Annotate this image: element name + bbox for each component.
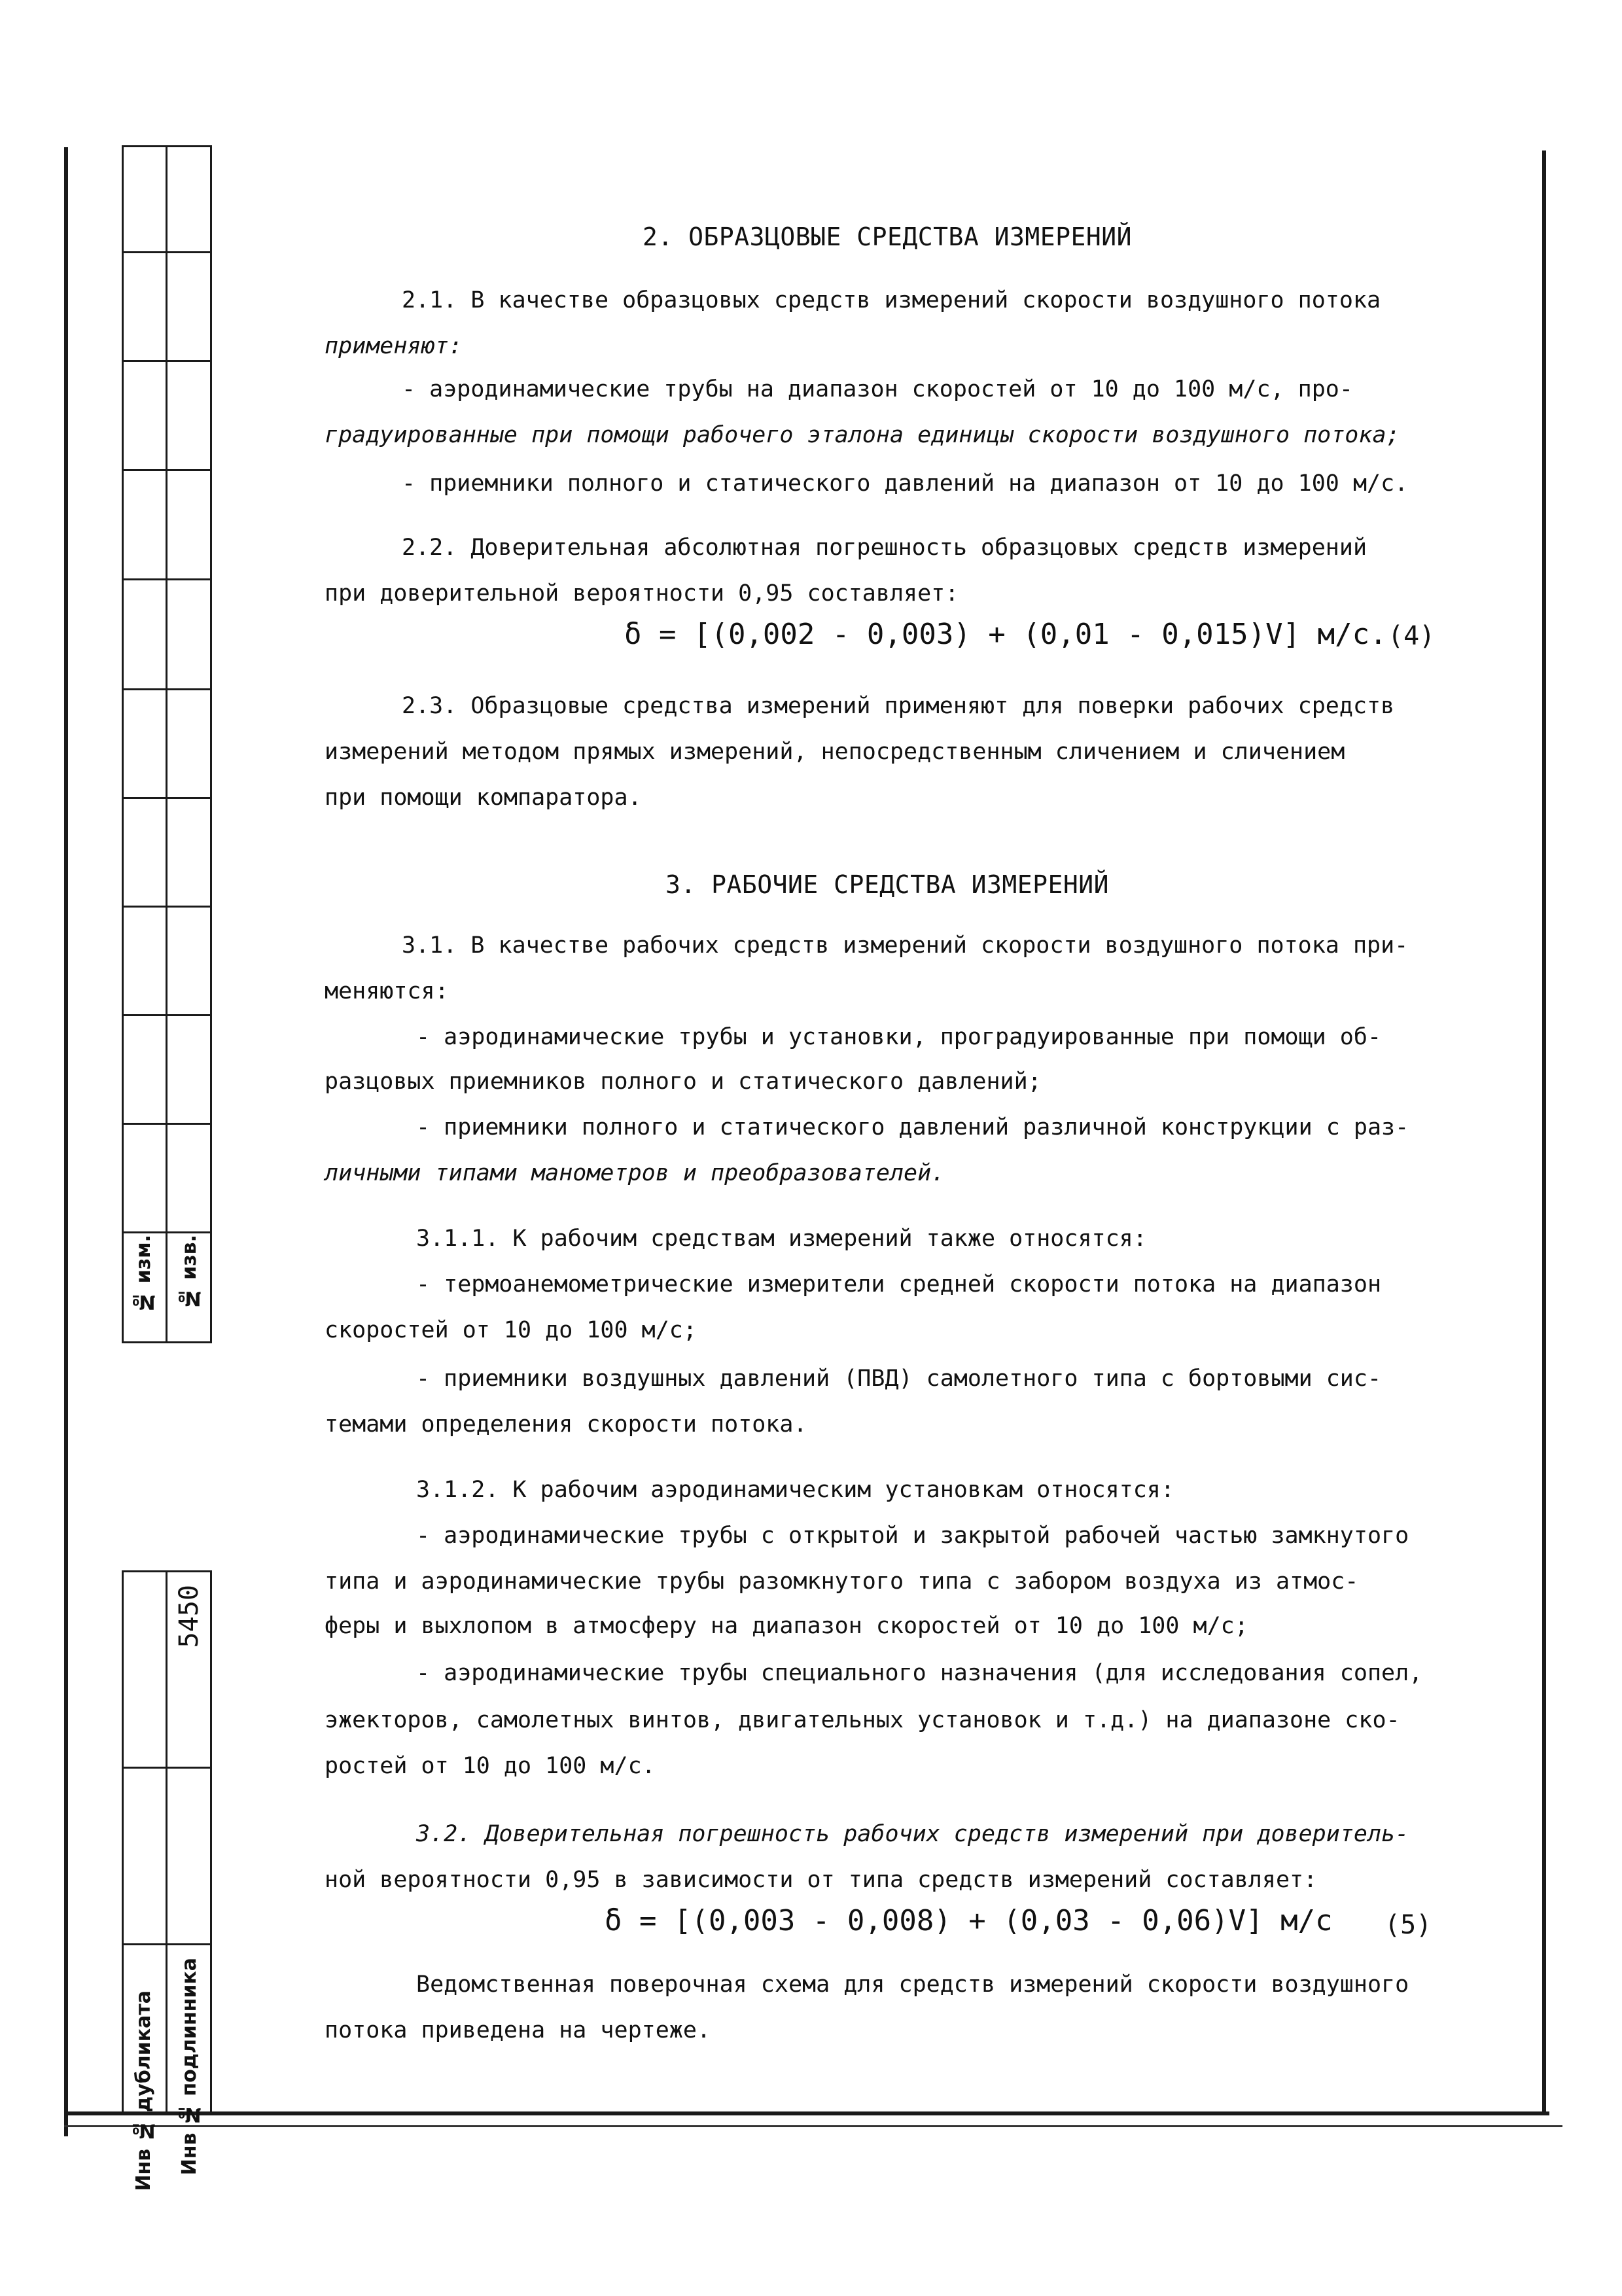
paragraph-3-1-2-line-3: типа и аэродинамические трубы разомкнутого типа с забором воздуха из атмос- [325,1568,1359,1595]
margin-table-border [210,145,212,2115]
margin-table-rule [122,797,212,799]
margin-table-rule [122,360,212,362]
frame-right-border [1542,150,1546,2113]
paragraph-2-3-line-1: 2.3. Образцовые средства измерений применяют для поверки рабочих средств [402,693,1395,719]
paragraph-3-2-line-2: ной вероятности 0,95 в зависимости от типа средств измерений составляет: [325,1867,1318,1893]
paragraph-3-1-1-line-2: - термоанемометрические измерители средней скорости потока на диапазон [416,1271,1382,1298]
paragraph-3-1-line-1: 3.1. В качестве рабочих средств измерений скорости воздушного потока при- [402,932,1409,959]
paragraph-3-1-line-6: личными типами манометров и преобразователей. [325,1160,945,1186]
inv-podlinnika-label: Инв № подлинника [178,1958,201,2176]
formula-5-number: (5) [1384,1910,1432,1940]
paragraph-3-1-2-line-2: - аэродинамические трубы с открытой и закрытой рабочей частью замкнутого [416,1523,1409,1549]
paragraph-3-1-1-line-3: скоростей от 10 до 100 м/с; [325,1317,697,1343]
paragraph-2-1-line-4: градуированные при помощи рабочего эталона единицы скорости воздушного потока; [325,422,1400,448]
margin-table-rule [122,469,212,471]
section-3-heading: 3. РАБОЧИЕ СРЕДСТВА ИЗМЕРЕНИЙ [665,870,1109,899]
paragraph-2-1-line-1: 2.1. В качестве образцовых средств измерений скорости воздушного потока [402,287,1381,313]
paragraph-2-3-line-2: измерений методом прямых измерений, непосредственным сличением и сличением [325,739,1345,765]
margin-table-rule [122,251,212,253]
final-paragraph-line-1: Ведомственная поверочная схема для средств измерений скорости воздушного [416,1971,1409,1998]
paragraph-2-2-line-2: при доверительной вероятности 0,95 составляет: [325,580,959,607]
margin-table-rule [122,906,212,908]
formula-4-number: (4) [1388,621,1436,651]
final-paragraph-line-2: потока приведена на чертеже. [325,2017,711,2043]
paragraph-3-1-2-line-5: - аэродинамические трубы специального назначения (для исследования сопел, [416,1660,1423,1686]
margin-table-rule [122,1943,212,1945]
margin-table-rule [122,1231,212,1233]
paragraph-3-1-1-line-4: - приемники воздушных давлений (ПВД) самолетного типа с бортовыми сис- [416,1366,1382,1392]
inv-dublikata-label: Инв № дубликата [132,1990,155,2191]
section-2-heading: 2. ОБРАЗЦОВЫЕ СРЕДСТВА ИЗМЕРЕНИЙ [642,222,1133,251]
paragraph-3-1-1-line-1: 3.1.1. К рабочим средствам измерений также относятся: [416,1226,1147,1252]
paragraph-3-1-line-4: разцовых приемников полного и статического давлений; [325,1069,1042,1095]
frame-bottom-rule [64,2125,1562,2127]
margin-table-rule [122,1123,212,1125]
margin-table-rule [122,1767,212,1769]
paragraph-2-1-line-5: - приемники полного и статического давлений на диапазон от 10 до 100 м/с. [402,470,1409,497]
inventory-number: 5450 [174,1585,204,1648]
margin-table-rule [122,1570,212,1572]
margin-table-border [122,145,124,2115]
formula-5: δ = [(0,003 - 0,008) + (0,03 - 0,06)V] м/с [605,1904,1333,1937]
paragraph-2-1-line-2: применяют: [325,333,463,359]
paragraph-3-1-line-5: - приемники полного и статического давлений различной конструкции с раз- [416,1114,1409,1140]
izm-label: № изм. [132,1235,155,1313]
margin-table-rule [122,1341,212,1343]
margin-table [122,145,212,2191]
margin-table-divider [166,145,167,2115]
frame-left-border [64,147,68,2136]
margin-table-rule [122,688,212,690]
margin-table-gap [122,1341,212,1570]
frame-bottom-border [64,2111,1549,2115]
paragraph-2-1-line-3: - аэродинамические трубы на диапазон скоростей от 10 до 100 м/с, про- [402,376,1353,402]
paragraph-3-1-1-line-5: темами определения скорости потока. [325,1411,807,1438]
paragraph-3-1-line-2: меняются: [325,978,449,1004]
paragraph-3-1-2-line-6: эжекторов, самолетных винтов, двигательных установок и т.д.) на диапазоне ско- [325,1707,1400,1733]
formula-4: δ = [(0,002 - 0,003) + (0,01 - 0,015)V] м/с. [624,618,1387,651]
margin-table-rule [122,145,212,147]
paragraph-3-1-2-line-7: ростей от 10 до 100 м/с. [325,1753,656,1779]
izv-label: № изв. [178,1235,201,1310]
paragraph-3-1-2-line-1: 3.1.2. К рабочим аэродинамическим установкам относятся: [416,1477,1174,1503]
paragraph-2-3-line-3: при помощи компаратора. [325,785,642,811]
paragraph-3-1-line-3: - аэродинамические трубы и установки, проградуированные при помощи об- [416,1024,1382,1050]
margin-table-rule [122,1014,212,1016]
margin-table-rule [122,578,212,580]
paragraph-3-1-2-line-4: феры и выхлопом в атмосферу на диапазон скоростей от 10 до 100 м/с; [325,1613,1248,1639]
paragraph-2-2-line-1: 2.2. Доверительная абсолютная погрешность образцовых средств измерений [402,535,1367,561]
paragraph-3-2-line-1: 3.2. Доверительная погрешность рабочих средств измерений при доверитель- [416,1821,1409,1847]
